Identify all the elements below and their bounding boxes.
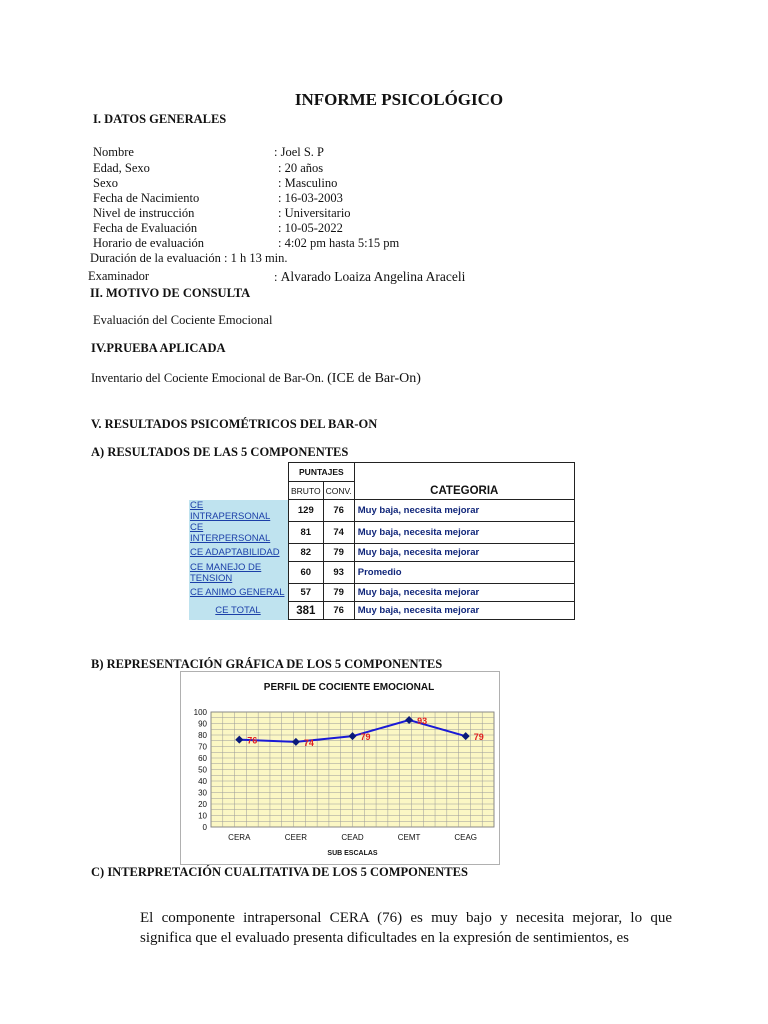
- section-resultados: V. RESULTADOS PSICOMÉTRICOS DEL BAR-ON: [91, 417, 378, 431]
- row-conv: 76: [323, 602, 354, 620]
- row-name: CE INTERPERSONAL: [189, 522, 289, 544]
- dato-duracion: Duración de la evaluación : 1 h 13 min.: [90, 251, 288, 265]
- x-tick-label: CEER: [284, 833, 308, 842]
- y-tick-label: 90: [198, 719, 207, 729]
- interpretation-paragraph: El componente intrapersonal CERA (76) es muy bajo y necesita mejorar, lo que significa que el evaluado presenta dificultades en la expresión de sentimientos, es: [140, 910, 672, 946]
- table-row: [189, 602, 574, 620]
- x-tick-label: CEAG: [454, 833, 478, 842]
- table-row: [189, 562, 574, 584]
- page-title: INFORME PSICOLÓGICO: [294, 90, 504, 109]
- row-categoria: Muy baja, necesita mejorar: [354, 500, 574, 522]
- row-conv: 76: [323, 500, 354, 522]
- data-label: 79: [360, 732, 371, 743]
- x-tick-label: CEMT: [397, 833, 421, 842]
- row-conv: 79: [323, 584, 354, 602]
- y-tick-label: 80: [198, 731, 207, 740]
- row-categoria: Muy baja, necesita mejorar: [354, 584, 574, 602]
- x-axis-label: SUB ESCALAS: [327, 850, 378, 857]
- chart-title: PERFIL DE COCIENTE EMOCIONAL: [263, 682, 435, 693]
- section-datos-generales: I. DATOS GENERALES: [93, 112, 227, 126]
- row-categoria: Muy baja, necesita mejorar: [354, 522, 574, 544]
- row-bruto: 129: [289, 500, 324, 522]
- table-row: [189, 584, 574, 602]
- y-tick-label: 30: [198, 788, 207, 798]
- y-tick-label: 20: [198, 800, 207, 809]
- row-bruto: 57: [289, 584, 324, 602]
- prueba-text: Inventario del Cociente Emocional de Bar-On. (ICE de Bar-On): [91, 371, 421, 386]
- motivo-text: Evaluación del Cociente Emocional: [93, 313, 273, 327]
- y-tick-label: 60: [198, 754, 207, 763]
- row-name: CE INTRAPERSONAL: [189, 500, 289, 522]
- section-a: A) RESULTADOS DE LAS 5 COMPONENTES: [91, 445, 349, 459]
- y-tick-label: 70: [198, 742, 207, 752]
- section-b: B) REPRESENTACIÓN GRÁFICA DE LOS 5 COMPONENTES: [91, 657, 443, 671]
- y-tick-label: 0: [202, 823, 207, 832]
- header-categoria: CATEGORIA: [354, 463, 574, 500]
- row-conv: 93: [323, 562, 354, 584]
- header-conv: CONV.: [323, 482, 354, 500]
- profile-chart: [181, 672, 499, 864]
- row-categoria: Muy baja, necesita mejorar: [354, 602, 574, 620]
- row-conv: 79: [323, 544, 354, 562]
- row-categoria: Promedio: [354, 562, 574, 584]
- data-label: 79: [473, 732, 484, 743]
- x-tick-label: CERA: [228, 833, 251, 842]
- row-name: CE ANIMO GENERAL: [189, 584, 289, 602]
- row-conv: 74: [323, 522, 354, 544]
- y-tick-label: 40: [198, 777, 207, 786]
- row-bruto: 381: [289, 602, 324, 620]
- section-prueba: IV.PRUEBA APLICADA: [91, 341, 226, 355]
- row-name: CE TOTAL: [189, 602, 289, 620]
- row-name: CE MANEJO DE TENSION: [189, 562, 289, 584]
- row-bruto: 81: [289, 522, 324, 544]
- row-categoria: Muy baja, necesita mejorar: [354, 544, 574, 562]
- header-puntajes: PUNTAJES: [289, 463, 355, 482]
- table-row: [189, 522, 574, 544]
- section-c: C) INTERPRETACIÓN CUALITATIVA DE LOS 5 COMPONENTES: [91, 865, 468, 879]
- row-bruto: 60: [289, 562, 324, 584]
- row-bruto: 82: [289, 544, 324, 562]
- chart-container: [180, 671, 500, 865]
- y-tick-label: 100: [193, 708, 207, 717]
- header-bruto: BRUTO: [289, 482, 324, 500]
- x-tick-label: CEAD: [341, 833, 364, 842]
- results-table: [189, 462, 575, 620]
- row-name: CE ADAPTABILIDAD: [189, 544, 289, 562]
- table-row: [189, 500, 574, 522]
- data-label: 76: [247, 735, 258, 746]
- table-row: [189, 544, 574, 562]
- y-tick-label: 50: [198, 765, 207, 775]
- y-tick-label: 10: [198, 811, 207, 821]
- data-label: 93: [417, 716, 428, 727]
- section-motivo: II. MOTIVO DE CONSULTA: [90, 286, 251, 300]
- data-label: 74: [303, 737, 314, 748]
